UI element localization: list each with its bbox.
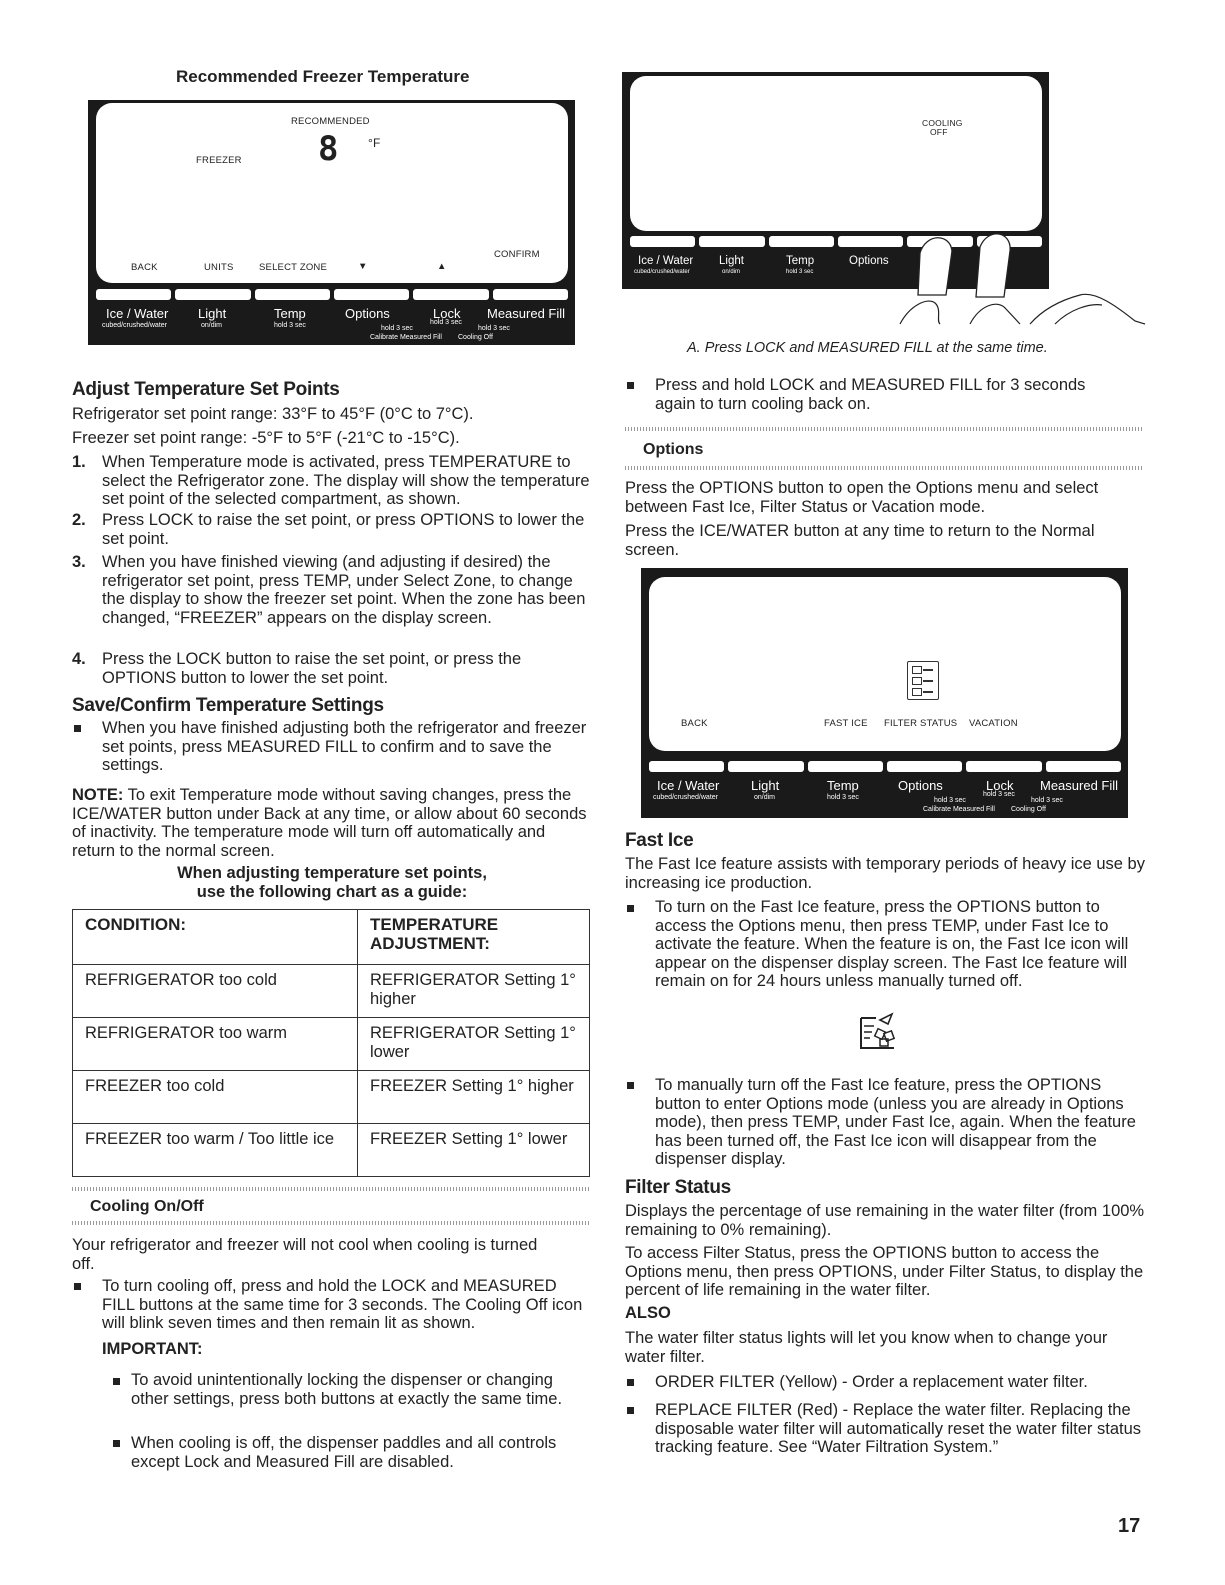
step-3: When you have finished viewing (and adjusting if desired) the refrigerator set point, press TEMP, under Select Zone, to change the display to show the freezer set point. When the zone has been changed, “FREEZER” appears on the display screen. <box>102 553 586 627</box>
ice-water-sub: cubed/crushed/water <box>102 322 167 329</box>
ice-water-label: Ice / Water <box>657 778 720 793</box>
freezer-temp-display-figure <box>88 100 575 345</box>
important-2: When cooling is off, the dispenser paddles and all controls except Lock and Measured Fill are disabled. <box>131 1434 557 1471</box>
light-label: Light <box>751 778 780 793</box>
lock-label: Lock <box>986 778 1014 793</box>
ice-water-button[interactable] <box>630 236 695 247</box>
options-label: Options <box>898 778 943 793</box>
divider <box>625 427 1143 431</box>
save-heading: Save/Confirm Temperature Settings <box>72 695 384 716</box>
table-cell: FREEZER Setting 1° higher <box>358 1071 590 1124</box>
seven-segment-digit: 8 <box>318 129 339 169</box>
table-row <box>73 1071 590 1124</box>
measured-fill-label: Measured Fill <box>1040 778 1119 793</box>
recommended-label: RECOMMENDED <box>291 116 370 127</box>
fast-ice-bullet-1: To turn on the Fast Ice feature, press the OPTIONS button to access the Options menu, then press TEMP, under Fast Ice to activate the feature. When the feature is on, the Fast Ice icon will appear on the dispenser display screen. The Fast Ice feature will remain on for 24 hours unless manually turned off. <box>655 898 1129 990</box>
table-cell: REFRIGERATOR too cold <box>73 965 358 1018</box>
light-label: Light <box>198 306 227 321</box>
back-label: BACK <box>681 718 708 729</box>
table-cell: REFRIGERATOR Setting 1° lower <box>358 1018 590 1071</box>
measured-fill-label: Measured Fill <box>487 306 566 321</box>
filter-p2: To access Filter Status, press the OPTIONS button to access the Options menu, then press OPTIONS, under Filter Status, to display the percent of life remaining in the water filter. <box>625 1244 1144 1299</box>
table-header: CONDITION: <box>73 910 358 965</box>
temp-label: Temp <box>827 778 859 793</box>
step-2: Press LOCK to raise the set point, or press OPTIONS to lower the set point. <box>102 511 585 548</box>
filter-p3: The water filter status lights will let you know when to change your water filter. <box>625 1329 1108 1366</box>
display-screen <box>630 76 1042 231</box>
light-sub: on/dim <box>201 322 223 329</box>
divider <box>72 1187 590 1191</box>
bullet <box>627 1407 634 1414</box>
page-number: 17 <box>1118 1515 1141 1537</box>
table-cell: FREEZER Setting 1° lower <box>358 1124 590 1177</box>
light-button[interactable] <box>699 236 764 247</box>
measured-fill-button[interactable] <box>493 289 568 300</box>
fast-ice-label: FAST ICE <box>824 718 868 729</box>
fahrenheit-unit: °F <box>368 136 381 150</box>
temp-sub: hold 3 sec <box>274 322 306 329</box>
lock-button[interactable] <box>966 761 1041 772</box>
options-label: Options <box>345 306 390 321</box>
filter-p1: Displays the percentage of use remaining in the water filter (from 100% remaining to 0% remaining). <box>625 1202 1145 1239</box>
bullet <box>113 1440 120 1447</box>
vacation-label: VACATION <box>969 718 1018 729</box>
freezer-label: FREEZER <box>196 155 242 166</box>
table-cell: REFRIGERATOR too warm <box>73 1018 358 1071</box>
important-1: To avoid unintentionally locking the dispenser or changing other settings, press both buttons at exactly the same time. <box>131 1371 563 1408</box>
hold-label-c: hold 3 sec <box>478 325 510 332</box>
back-label: BACK <box>131 262 158 273</box>
fingers-illustration <box>880 225 1150 325</box>
bullet <box>627 905 634 912</box>
bullet <box>627 382 634 389</box>
hold-label-c: hold 3 sec <box>1031 797 1063 804</box>
fig2-caption: A. Press LOCK and MEASURED FILL at the same time. <box>687 340 1048 356</box>
cooling-heading: Cooling On/Off <box>90 1198 204 1215</box>
calibrate-label: Calibrate Measured Fill <box>370 334 442 341</box>
select-zone-label: SELECT ZONE <box>259 262 328 273</box>
cooling-label: COOLING <box>922 118 963 128</box>
fast-ice-icon <box>858 1010 900 1052</box>
guide-line-2: use the following chart as a guide: <box>196 883 468 901</box>
fast-ice-bullet-2: To manually turn off the Fast Ice feature, press the OPTIONS button to enter Options mode (unless you are already in Options mode), then press TEMP, under Fast Ice, again. When the feature has been turned off, the Fast Ice icon will disappear from the dispenser display. <box>655 1076 1136 1168</box>
save-bullet: When you have finished adjusting both the refrigerator and freezer set points, press MEASURED FILL to confirm and to save the settings. <box>102 719 587 774</box>
also-label: ALSO <box>625 1304 671 1322</box>
options-p1: Press the OPTIONS button to open the Options menu and select between Fast Ice, Filter Status or Vacation mode. <box>625 479 1099 516</box>
lock-label: Lock <box>433 306 461 321</box>
temp-button[interactable] <box>808 761 883 772</box>
hold-label-a: hold 3 sec <box>381 325 413 332</box>
replace-filter: REPLACE FILTER (Red) - Replace the water filter. Replacing the disposable water filter will automatically reset the water filter status tracking feature. See “Water Filtration System.” <box>655 1401 1142 1456</box>
ice-water-sub: cubed/crushed/water <box>634 269 690 275</box>
adjust-heading: Adjust Temperature Set Points <box>72 379 340 400</box>
table-row <box>73 965 590 1018</box>
cooling-bullet: To turn cooling off, press and hold the LOCK and MEASURED FILL buttons at the same time for 3 seconds. The Cooling Off icon will blink seven times and then remain lit as shown. <box>102 1277 583 1332</box>
light-button[interactable] <box>728 761 803 772</box>
calibrate-label: Calibrate Measured Fill <box>923 806 995 813</box>
lock-button[interactable] <box>413 289 488 300</box>
hold-label-a: hold 3 sec <box>934 797 966 804</box>
bullet <box>74 1283 81 1290</box>
hold-label-b: hold 3 sec <box>430 319 462 326</box>
options-menu-figure <box>641 568 1128 818</box>
off-label: OFF <box>930 127 948 137</box>
hold-label-b: hold 3 sec <box>983 791 1015 798</box>
table-header-row <box>73 910 590 965</box>
ice-water-label: Ice / Water <box>106 306 169 321</box>
bullet <box>113 1378 120 1385</box>
order-filter: ORDER FILTER (Yellow) - Order a replacement water filter. <box>655 1373 1088 1391</box>
ice-water-button[interactable] <box>649 761 724 772</box>
confirm-label: CONFIRM <box>494 249 540 260</box>
temp-label: Temp <box>274 306 306 321</box>
table-row <box>73 1124 590 1177</box>
fast-ice-heading: Fast Ice <box>625 830 694 851</box>
bullet <box>627 1082 634 1089</box>
bullet <box>74 725 81 732</box>
light-sub: on/dim <box>722 269 741 275</box>
measured-fill-button[interactable] <box>1046 761 1121 772</box>
temp-sub: hold 3 sec <box>786 269 814 275</box>
fig1-caption: Recommended Freezer Temperature <box>176 67 470 86</box>
bullet <box>627 1379 634 1386</box>
fridge-range: Refrigerator set point range: 33°F to 45°F (0°C to 7°C). <box>72 405 474 423</box>
temp-label: Temp <box>786 255 815 267</box>
button-strip <box>649 761 1121 772</box>
temperature-guide-table <box>72 909 590 1177</box>
table-cell: FREEZER too cold <box>73 1071 358 1124</box>
table-cell: FREEZER too warm / Too little ice <box>73 1124 358 1177</box>
options-p2: Press the ICE/WATER button at any time to return to the Normal screen. <box>625 522 1095 559</box>
options-heading: Options <box>643 441 704 458</box>
cooling-off-label: Cooling Off <box>1011 806 1046 813</box>
ice-water-sub: cubed/crushed/water <box>653 794 718 801</box>
up-arrow-icon: ▲ <box>437 261 447 272</box>
cooling-off-label: Cooling Off <box>458 334 493 341</box>
cooling-paragraph: Your refrigerator and freezer will not cool when cooling is turned off. <box>72 1236 538 1273</box>
freezer-range: Freezer set point range: -5°F to 5°F (-21°C to -15°C). <box>72 429 460 447</box>
note <box>72 786 592 860</box>
press-hold-text: Press and hold LOCK and MEASURED FILL for 3 seconds again to turn cooling back on. <box>655 376 1086 413</box>
light-button[interactable] <box>175 289 250 300</box>
options-button[interactable] <box>887 761 962 772</box>
note-text: To exit Temperature mode without saving changes, press the ICE/WATER button under Back at any time, or allow about 60 seconds of inactivity. The temperature mode will turn off automatically and return to the normal screen. <box>72 786 587 860</box>
temp-sub: hold 3 sec <box>827 794 859 801</box>
ice-water-label: Ice / Water <box>638 255 694 267</box>
note-label: NOTE: <box>72 786 124 804</box>
display-screen <box>96 103 568 283</box>
step-4: Press the LOCK button to raise the set point, or press the OPTIONS button to lower the set point. <box>102 650 522 687</box>
steps-list: 1. When Temperature mode is activated, press TEMPERATURE to select the Refrigerator zone. The display will show the temperature set point of the selected compartment, as shown. 2. Press LOCK to raise the set point, or press OPTIONS to lower the set point. 3. When you have finished viewing (and adjusting if desired) the refrigerator set point, press TEMP, under Select Zone, to change the display to show the freezer set point. When the zone has been changed, “FREEZER” appears on the display screen. 4. Press the LOCK button to raise the set point, or press the OPTIONS button to lower the set point. <box>72 453 592 686</box>
units-label: UNITS <box>204 262 234 273</box>
display-screen <box>649 577 1121 751</box>
guide-line-1: When adjusting temperature set points, <box>177 864 487 882</box>
important-label: IMPORTANT: <box>102 1340 203 1358</box>
ice-water-button[interactable] <box>96 289 171 300</box>
temp-button[interactable] <box>769 236 834 247</box>
divider <box>625 466 1143 470</box>
options-label: Options <box>849 255 889 267</box>
fast-ice-paragraph: The Fast Ice feature assists with temporary periods of heavy ice use by increasing ice production. <box>625 855 1145 892</box>
temp-button[interactable] <box>255 289 330 300</box>
filter-status-label: FILTER STATUS <box>884 718 958 729</box>
table-row <box>73 1018 590 1071</box>
options-button[interactable] <box>334 289 409 300</box>
options-menu-icon <box>907 661 939 700</box>
filter-status-heading: Filter Status <box>625 1177 731 1198</box>
divider <box>72 1221 590 1225</box>
light-sub: on/dim <box>754 794 776 801</box>
light-label: Light <box>719 255 744 267</box>
step-1: When Temperature mode is activated, press TEMPERATURE to select the Refrigerator zone. The display will show the temperature set point of the selected compartment, as shown. <box>102 453 590 508</box>
button-strip <box>96 289 568 300</box>
table-header: TEMPERATURE ADJUSTMENT: <box>358 910 590 965</box>
table-cell: REFRIGERATOR Setting 1° higher <box>358 965 590 1018</box>
down-arrow-icon: ▼ <box>358 261 368 272</box>
